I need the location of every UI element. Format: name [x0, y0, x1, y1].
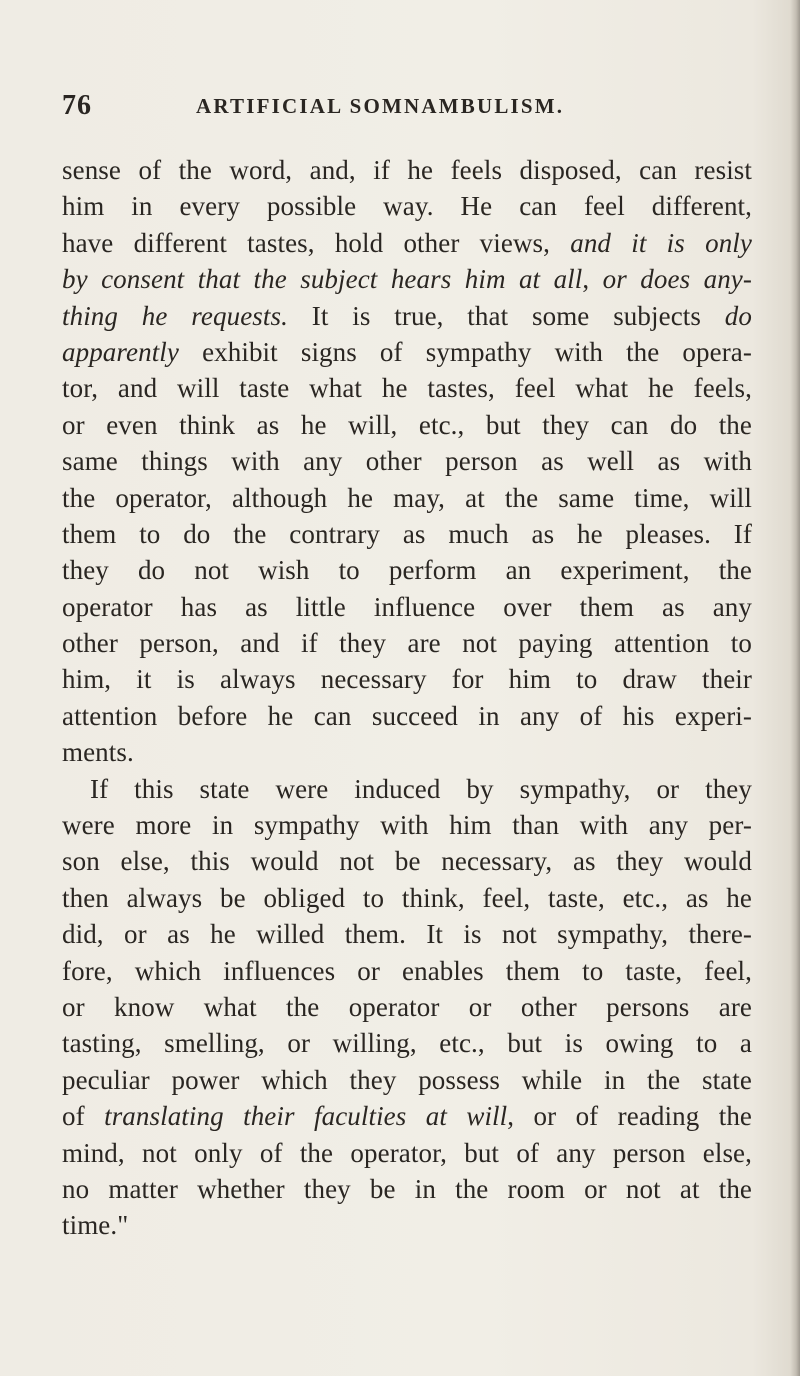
- text-segment: him in every possible way. He can feel different,: [62, 191, 752, 222]
- text-segment: have different tastes, hold other views,: [62, 227, 571, 258]
- running-title: ARTIFICIAL SOMNAMBULISM.: [196, 94, 565, 118]
- text-segment: of: [62, 1101, 105, 1132]
- text-line: [62, 807, 752, 843]
- text-line: [62, 989, 752, 1025]
- page-edge-shadow: [790, 0, 800, 1376]
- text-segment: same things with any other person as well as with: [62, 446, 752, 477]
- text-segment: , or of reading the: [507, 1101, 753, 1132]
- text-line: [62, 188, 752, 224]
- body-text: [62, 152, 752, 1244]
- text-line: [62, 370, 752, 406]
- text-segment: ments.: [62, 737, 134, 768]
- page-number: 76: [62, 90, 92, 121]
- text-segment: time.": [62, 1210, 129, 1241]
- text-segment: sense of the word, and, if he feels disposed, can resist: [62, 155, 752, 185]
- text-segment: were more in sympathy with him than with any per-: [62, 810, 752, 841]
- text-segment: exhibit signs of sympathy with the opera-: [178, 336, 752, 367]
- text-line: [62, 880, 752, 916]
- text-line: [62, 552, 752, 588]
- text-line: [62, 843, 752, 879]
- text-segment: operator has as little influence over them as any: [62, 591, 752, 622]
- text-segment: tor, and will taste what he tastes, feel what he feels,: [62, 373, 752, 404]
- text-segment: did, or as he willed them. It is not sympathy, there-: [62, 919, 752, 950]
- text-segment: them to do the contrary as much as he pleases. If: [62, 518, 752, 549]
- text-line: [62, 1098, 752, 1134]
- text-segment: son else, this would not be necessary, as they would: [62, 846, 752, 877]
- text-line: [62, 625, 752, 661]
- text-line: [62, 261, 752, 297]
- text-segment: they do not wish to perform an experiment, the: [62, 555, 752, 586]
- text-line: [62, 771, 752, 807]
- text-line: [62, 407, 752, 443]
- text-segment: fore, which influences or enables them to taste, feel,: [62, 955, 752, 986]
- text-line: [62, 516, 752, 552]
- text-line: [62, 589, 752, 625]
- running-head: [62, 90, 752, 130]
- italic-text-segment: do: [724, 300, 752, 331]
- text-segment: or even think as he will, etc., but they can do the: [62, 409, 752, 440]
- text-segment: attention before he can succeed in any of his experi-: [62, 700, 752, 731]
- text-line: [62, 480, 752, 516]
- text-line: [62, 1025, 752, 1061]
- text-segment: the operator, although he may, at the same time, will: [62, 482, 752, 513]
- text-line: [62, 953, 752, 989]
- text-segment: tasting, smelling, or willing, etc., but is owing to a: [62, 1028, 752, 1059]
- text-segment: mind, not only of the operator, but of any person else,: [62, 1137, 752, 1168]
- text-line: [62, 1062, 752, 1098]
- italic-text-segment: or does any-: [602, 264, 752, 295]
- text-segment: It is true, that some subjects: [287, 300, 725, 331]
- text-segment: peculiar power which they possess while in the state: [62, 1064, 752, 1095]
- text-line: [62, 1207, 752, 1243]
- text-line: [62, 1171, 752, 1207]
- text-line: [62, 334, 752, 370]
- italic-text-segment: and it is only: [570, 227, 752, 258]
- text-line: [62, 1135, 752, 1171]
- text-line: [62, 152, 752, 188]
- text-segment: him, it is always necessary for him to draw their: [62, 664, 752, 695]
- text-segment: ,: [582, 264, 603, 295]
- text-line: [62, 661, 752, 697]
- italic-text-segment: translating their faculties at will: [104, 1101, 508, 1132]
- text-line: [62, 698, 752, 734]
- text-line: [62, 734, 752, 770]
- text-line: [62, 225, 752, 261]
- text-segment: If this state were induced by sympathy, or they: [90, 773, 752, 804]
- italic-text-segment: by consent that the subject hears him at all: [62, 264, 583, 295]
- text-line: [62, 443, 752, 479]
- text-segment: or know what the operator or other persons are: [62, 991, 752, 1022]
- text-line: [62, 298, 752, 334]
- text-segment: other person, and if they are not paying attention to: [62, 628, 752, 659]
- italic-text-segment: apparently: [62, 336, 179, 367]
- text-segment: no matter whether they be in the room or not at the: [62, 1173, 752, 1204]
- text-segment: then always be obliged to think, feel, taste, etc., as he: [62, 882, 752, 913]
- italic-text-segment: thing he requests.: [62, 300, 288, 331]
- text-line: [62, 916, 752, 952]
